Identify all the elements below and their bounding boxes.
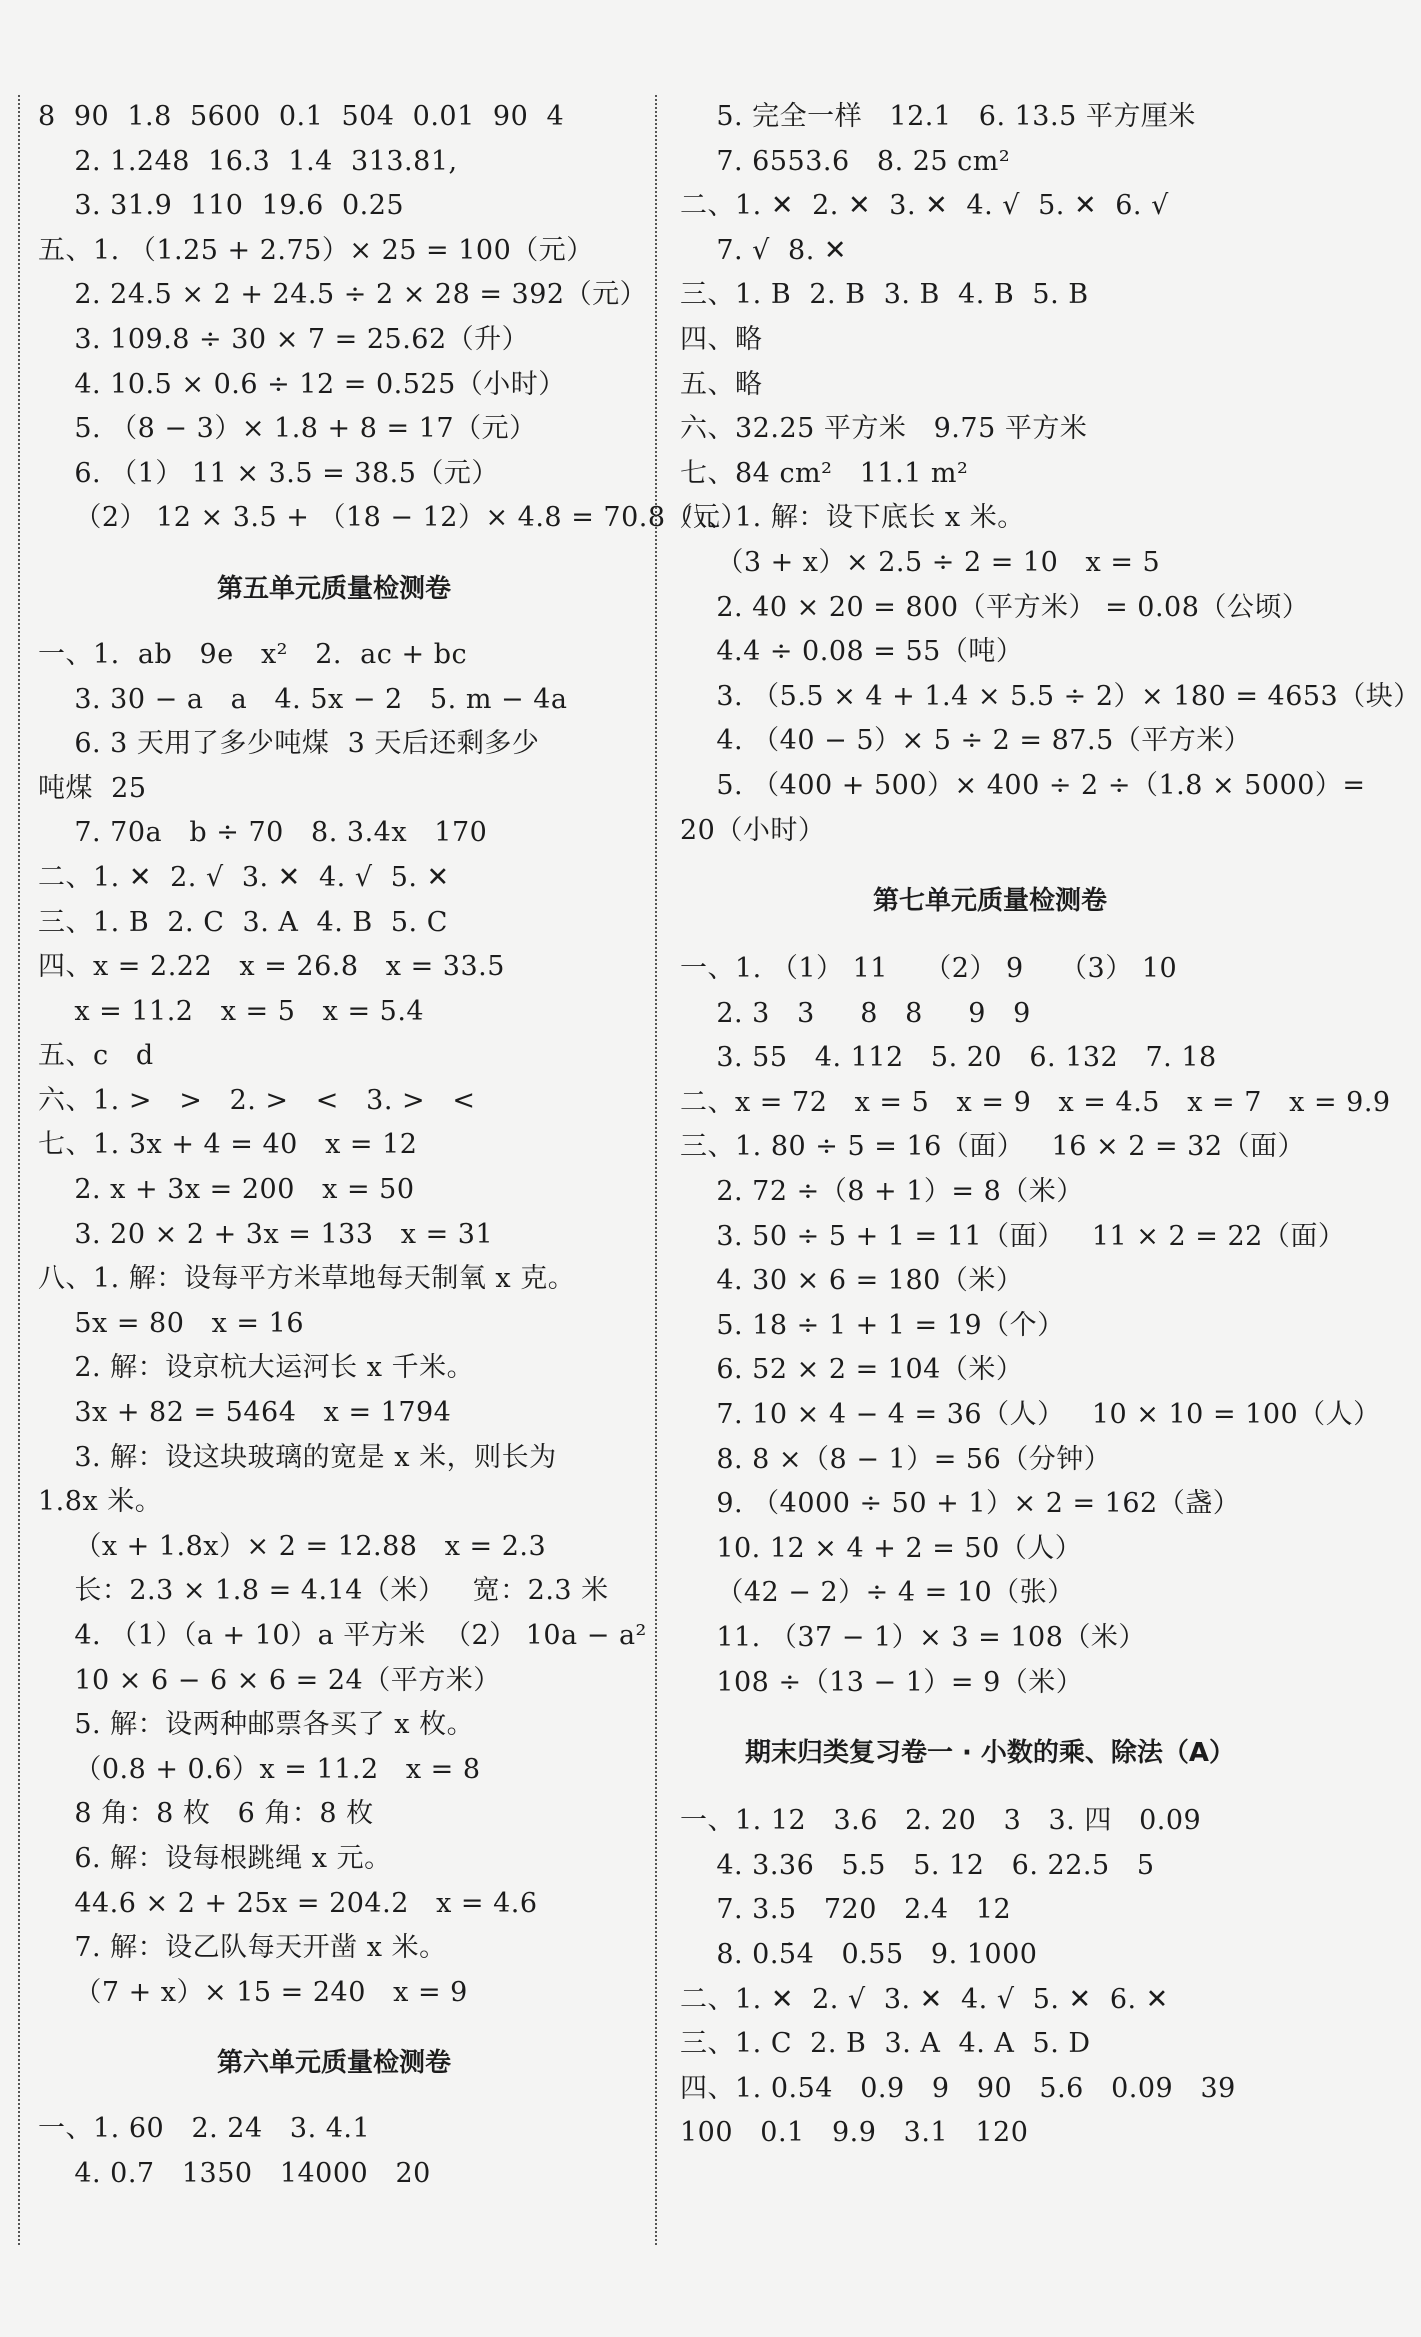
answer-line: 一、1. 12 3.6 2. 20 3 3. 四 0.09	[680, 1805, 1202, 1837]
answer-line: 七、84 cm² 11.1 m²	[680, 457, 969, 489]
unit6-answers-continued	[680, 95, 1421, 853]
answer-line: 9. （4000 ÷ 50 + 1）× 2 = 162（盏）	[680, 1488, 1241, 1520]
answer-line: 4. （40 − 5）× 5 ÷ 2 = 87.5（平方米）	[680, 725, 1252, 757]
answer-line: 二、x = 72 x = 5 x = 9 x = 4.5 x = 7 x = 9.9	[680, 1086, 1391, 1118]
answer-line: 六、1. > > 2. > < 3. > <	[38, 1084, 476, 1116]
answer-line: 六、32.25 平方米 9.75 平方米	[680, 413, 1088, 445]
answer-line: 2. 1.248 16.3̇ 1.4 313.81,	[38, 145, 458, 177]
section-title-unit7: 第七单元质量检测卷	[872, 886, 1107, 917]
answer-line: （x + 1.8x）× 2 = 12.88 x = 2.3	[38, 1530, 547, 1562]
answer-line: 二、1. ✕ 2. √ 3. ✕ 4. √ 5. ✕ 6. ✕	[680, 1983, 1169, 2015]
answer-line: 5. （8 − 3）× 1.8 + 8 = 17（元）	[38, 413, 537, 445]
answer-line: 7. 3.5 720 2.4 12	[680, 1894, 1012, 1926]
center-dotted-divider	[655, 95, 657, 2245]
answer-line: 8 90 1.8 5600 0.1 504 0.01 90 4	[38, 101, 565, 132]
answer-line: 2. 72 ÷（8 + 1）= 8（米）	[680, 1176, 1084, 1208]
answer-line: 3x + 82 = 5464 x = 1794	[38, 1397, 452, 1429]
answer-line: 7. 70a b ÷ 70 8. 3.4x 170	[38, 817, 488, 849]
final-review-answers	[680, 1799, 1300, 2156]
answer-line: 7. √ 8. ✕	[680, 234, 848, 266]
answer-line: 108 ÷（13 − 1）= 9（米）	[680, 1666, 1084, 1698]
answer-line: 4. （1）（a + 10）a 平方米 （2） 10a − a²	[38, 1620, 647, 1651]
answer-line: 7. 解：设乙队每天开凿 x 米。	[38, 1932, 447, 1964]
answer-line: 一、1. 60 2. 24 3. 4.1	[38, 2113, 371, 2145]
answer-line: 5x = 80 x = 16	[38, 1307, 304, 1339]
answer-line: 4. 3.36 5.5 5. 12 6. 22.5 5	[680, 1849, 1155, 1881]
answer-line: 3. 109.8 ÷ 30 × 7 = 25.62（升）	[38, 323, 530, 355]
answer-line: 七、1. 3x + 4 = 40 x = 12	[38, 1129, 418, 1161]
answer-line: 2. 解：设京杭大运河长 x 千米。	[38, 1352, 475, 1384]
answer-line: 6. （1） 11 × 3.5 = 38.5（元）	[38, 457, 499, 489]
answer-line: 1.8x 米。	[38, 1486, 163, 1518]
answer-line: 7. 10 × 4 − 4 = 36（人） 10 × 10 = 100（人）	[680, 1399, 1381, 1431]
answer-line: 吨煤 25	[38, 772, 147, 804]
answer-line: 8. 8 ×（8 − 1）= 56（分钟）	[680, 1443, 1112, 1475]
answer-line: 四、1. 0.54 0.9 9 90 5.6 0.09 39	[680, 2072, 1236, 2104]
answer-line: 5. （400 + 500）× 400 ÷ 2 ÷（1.8 × 5000）=	[680, 769, 1366, 801]
section-title-unit6: 第六单元质量检测卷	[216, 2048, 451, 2079]
answer-line: （7 + x）× 15 = 240 x = 9	[38, 1976, 468, 2008]
section-title-final-review: 期末归类复习卷一 · 小数的乘、除法（A）	[744, 1738, 1236, 1769]
answer-line: 10 × 6 − 6 × 6 = 24（平方米）	[38, 1664, 501, 1696]
left-margin-dotted-rule	[18, 95, 20, 2245]
answer-line: 8 角：8 枚 6 角：8 枚	[38, 1798, 374, 1830]
answer-line: 3. 20 × 2 + 3x = 133 x = 31	[38, 1218, 494, 1250]
answer-line: 2. x + 3x = 200 x = 50	[38, 1174, 415, 1206]
unit6-answers	[38, 2107, 630, 2196]
answer-line: x = 11.2 x = 5 x = 5.4	[38, 995, 425, 1027]
answer-line: 4. 10.5 × 0.6 ÷ 12 = 0.525（小时）	[38, 368, 566, 400]
answer-line: 11. （37 − 1）× 3 = 108（米）	[680, 1622, 1146, 1653]
answer-line: 二、1. ✕ 2. √ 3. ✕ 4. √ 5. ✕	[38, 861, 450, 893]
answer-line: 5. 完全一样 12.1 6. 13.5 平方厘米	[680, 101, 1196, 132]
answer-line: 三、1. B 2. C 3. A 4. B 5. C	[38, 906, 448, 938]
answer-line: 5. 解：设两种邮票各买了 x 枚。	[38, 1709, 475, 1741]
answer-line: 20（小时）	[680, 814, 826, 846]
answer-line: 2. 24.5 × 2 + 24.5 ÷ 2 × 28 = 392（元）	[38, 279, 648, 311]
answer-line: 长：2.3 × 1.8 = 4.14（米） 宽：2.3 米	[38, 1575, 609, 1607]
answer-line: 三、1. B 2. B 3. B 4. B 5. B	[680, 279, 1089, 311]
answer-line: 4. 30 × 6 = 180（米）	[680, 1265, 1024, 1297]
answer-line: 8. 0.5̇4̇ 0.55 9. 1000	[680, 1938, 1038, 1970]
answer-line: （2） 12 × 3.5 + （18 − 12）× 4.8 = 70.8（元）	[38, 502, 749, 534]
answer-line: 44.6 × 2 + 25x = 204.2 x = 4.6	[38, 1887, 538, 1919]
answer-line: 一、1. ab 9e x² 2. ac + bc	[38, 638, 468, 670]
answer-line: 6. 52 × 2 = 104（米）	[680, 1354, 1024, 1386]
unit5-answers	[38, 633, 647, 2015]
answer-line: 八、1. 解：设下底长 x 米。	[680, 502, 1025, 534]
answer-line: 五、c d	[38, 1040, 154, 1072]
answer-line: 三、1. 80 ÷ 5 = 16（面） 16 × 2 = 32（面）	[680, 1131, 1306, 1163]
answer-line: 2. 40 × 20 = 800（平方米） = 0.08（公顷）	[680, 591, 1310, 623]
section-title-unit5: 第五单元质量检测卷	[216, 573, 451, 604]
answer-line: 3. 解：设这块玻璃的宽是 x 米，则长为	[38, 1441, 557, 1473]
answer-line: 五、略	[680, 368, 763, 400]
answer-line: 100 0.1 9.9 3.1 120	[680, 2117, 1029, 2149]
answer-line: 四、x = 2.22 x = 26.8 x = 33.5	[38, 951, 505, 983]
answer-line: 3. 31.9 110 19.6 0.25	[38, 190, 405, 222]
answer-line: 6. 3 天用了多少吨煤 3 天后还剩多少	[38, 728, 540, 760]
answer-line: 7. 6553.6 8. 25 cm²	[680, 145, 1011, 177]
answer-line: 4.4 ÷ 0.08 = 55（吨）	[680, 636, 1024, 668]
answer-line: （0.8 + 0.6）x = 11.2 x = 8	[38, 1753, 481, 1785]
answer-line: （42 − 2）÷ 4 = 10（张）	[680, 1577, 1075, 1609]
answer-line: 一、1. （1） 11 （2） 9 （3） 10	[680, 953, 1178, 985]
answer-line: 八、1. 解：设每平方米草地每天制氧 x 克。	[38, 1263, 576, 1295]
answer-line: 4. 0.7 1350 14000 20	[38, 2157, 431, 2189]
unit7-answers	[680, 947, 1391, 1705]
answer-line: 3. 55 4. 112 5. 20 6. 132 7. 18	[680, 1042, 1217, 1074]
answer-line: 2. 3 3 8 8 9 9	[680, 997, 1031, 1029]
answer-line: 五、1. （1.25 + 2.75）× 25 = 100（元）	[38, 234, 594, 266]
answer-line: 三、1. C 2. B 3. A 4. A 5. D	[680, 2028, 1091, 2060]
answer-line: 6. 解：设每根跳绳 x 元。	[38, 1842, 392, 1874]
right-column	[680, 95, 1421, 2156]
answer-line: 四、略	[680, 323, 763, 355]
answer-line: 3. 50 ÷ 5 + 1 = 11（面） 11 × 2 = 22（面）	[680, 1220, 1346, 1252]
answer-line: 3. （5.5 × 4 + 1.4 × 5.5 ÷ 2）× 180 = 4653（块）	[680, 680, 1421, 712]
answer-line: 3. 30 − a a 4. 5x − 2 5. m − 4a	[38, 683, 568, 715]
answer-line: （3 + x）× 2.5 ÷ 2 = 10 x = 5	[680, 546, 1161, 578]
answer-line: 5. 18 ÷ 1 + 1 = 19（个）	[680, 1309, 1065, 1341]
answer-line: 二、1. ✕ 2. ✕ 3. ✕ 4. √ 5. ✕ 6. √	[680, 190, 1169, 222]
answer-line: 10. 12 × 4 + 2 = 50（人）	[680, 1532, 1083, 1564]
